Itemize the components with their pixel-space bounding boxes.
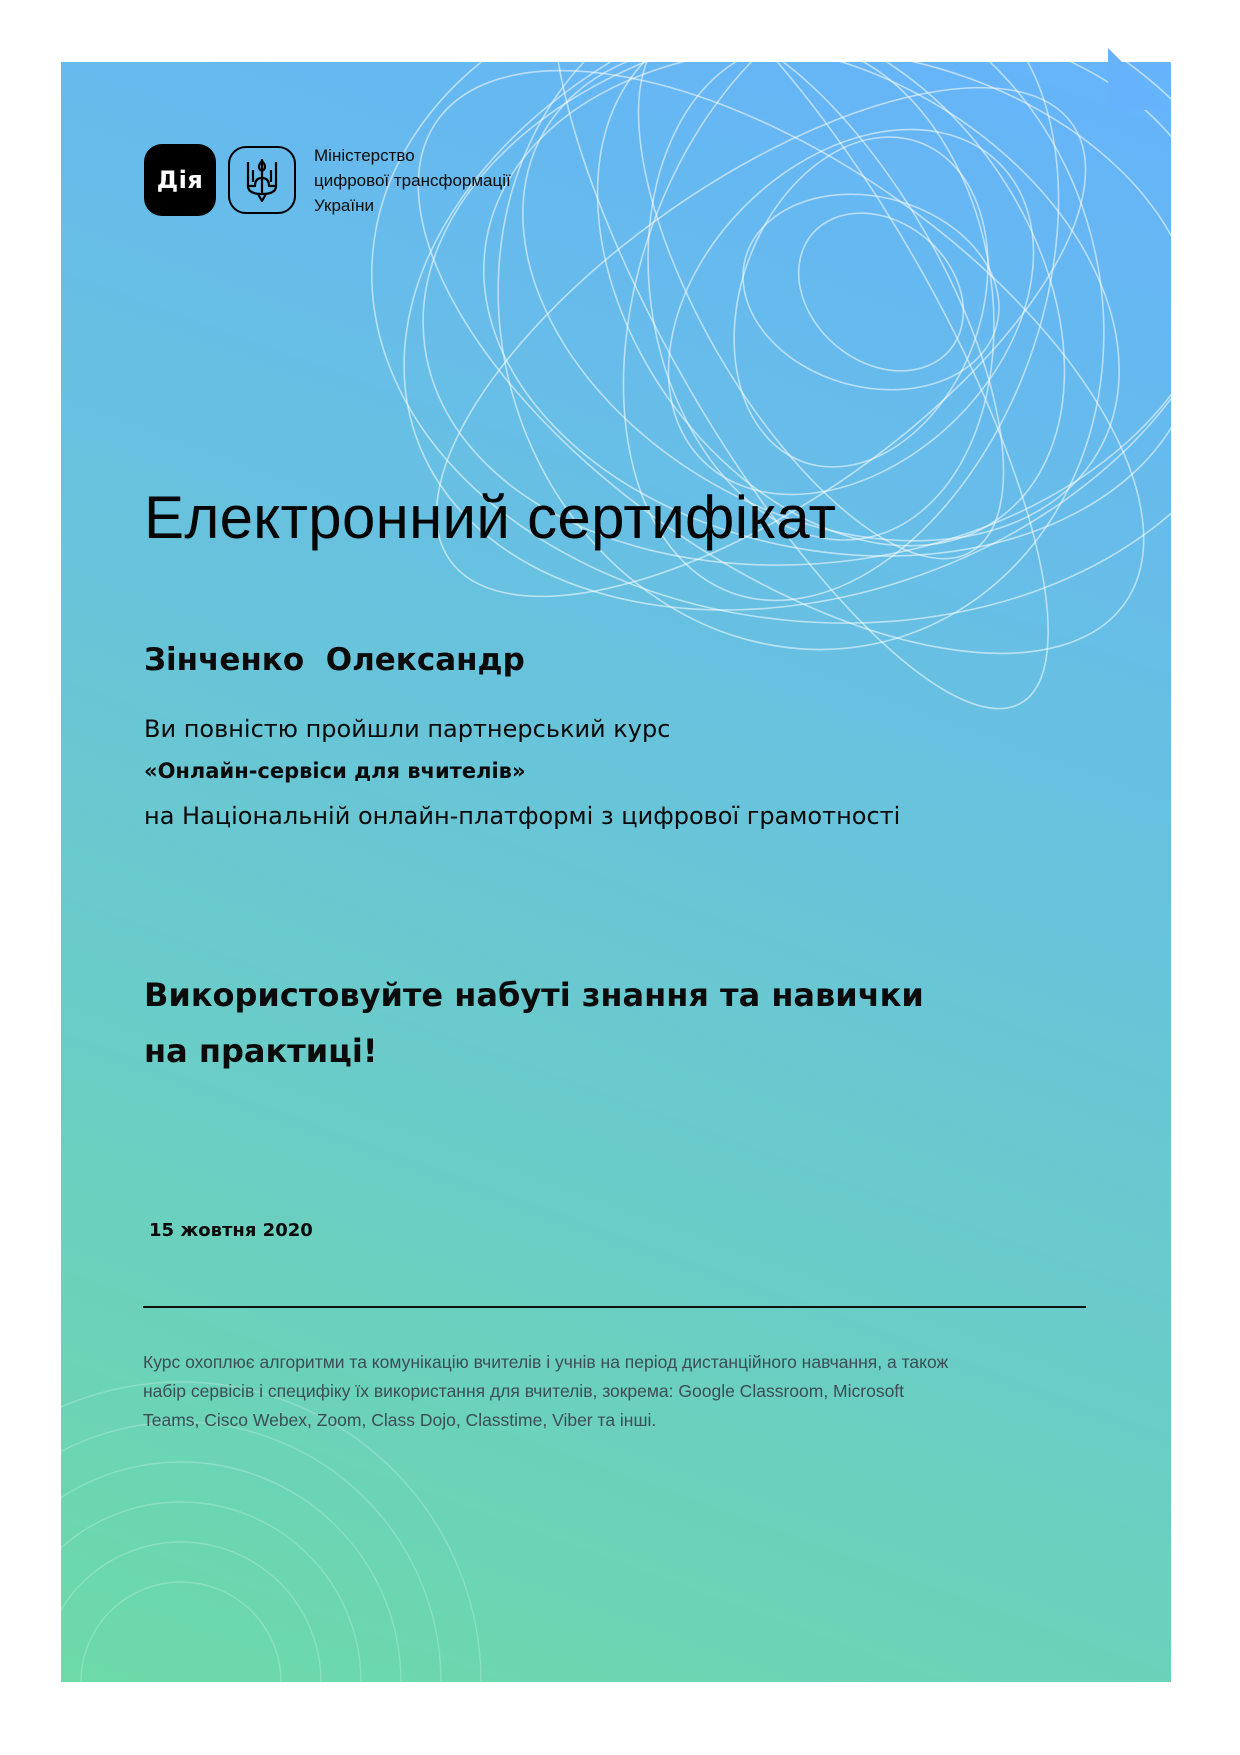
ministry-name [314,143,511,218]
trident-icon [228,146,296,214]
description-line: Курс охоплює алгоритми та комунікацію вчителів і учнів на період дистанційного навчання, а також [143,1352,949,1372]
ministry-line: Міністерство [314,145,415,165]
course-name: «Онлайн-сервіси для вчителів» [144,759,526,783]
ministry-line: України [314,195,374,215]
ministry-line: цифрової трансформації [314,170,511,190]
diia-logo: Дія [144,144,216,216]
course-description [143,1348,1103,1435]
recipient-name: Зінченко Олександр [144,642,525,678]
issue-date: 15 жовтня 2020 [149,1220,313,1241]
motto [144,967,924,1079]
motto-line: Використовуйте набуті знання та навички [144,976,924,1014]
corner-fold-icon [1108,48,1188,128]
divider [143,1306,1086,1308]
motto-line: на практиці! [144,1032,378,1070]
completion-text: Ви повністю пройшли партнерський курс [144,715,671,743]
platform-text: на Національній онлайн-платформі з цифрової грамотності [144,802,901,830]
description-line: набір сервісів і специфіку їх використання для вчителів, зокрема: Google Classroom, Microsoft [143,1381,905,1401]
description-line: Teams, Cisco Webex, Zoom, Class Dojo, Classtime, Viber та інші. [143,1410,657,1430]
brand-header [144,144,511,216]
certificate-title: Електронний сертифікат [144,484,837,551]
wire-globe-decoration [61,62,1171,1682]
certificate-page [61,62,1171,1682]
